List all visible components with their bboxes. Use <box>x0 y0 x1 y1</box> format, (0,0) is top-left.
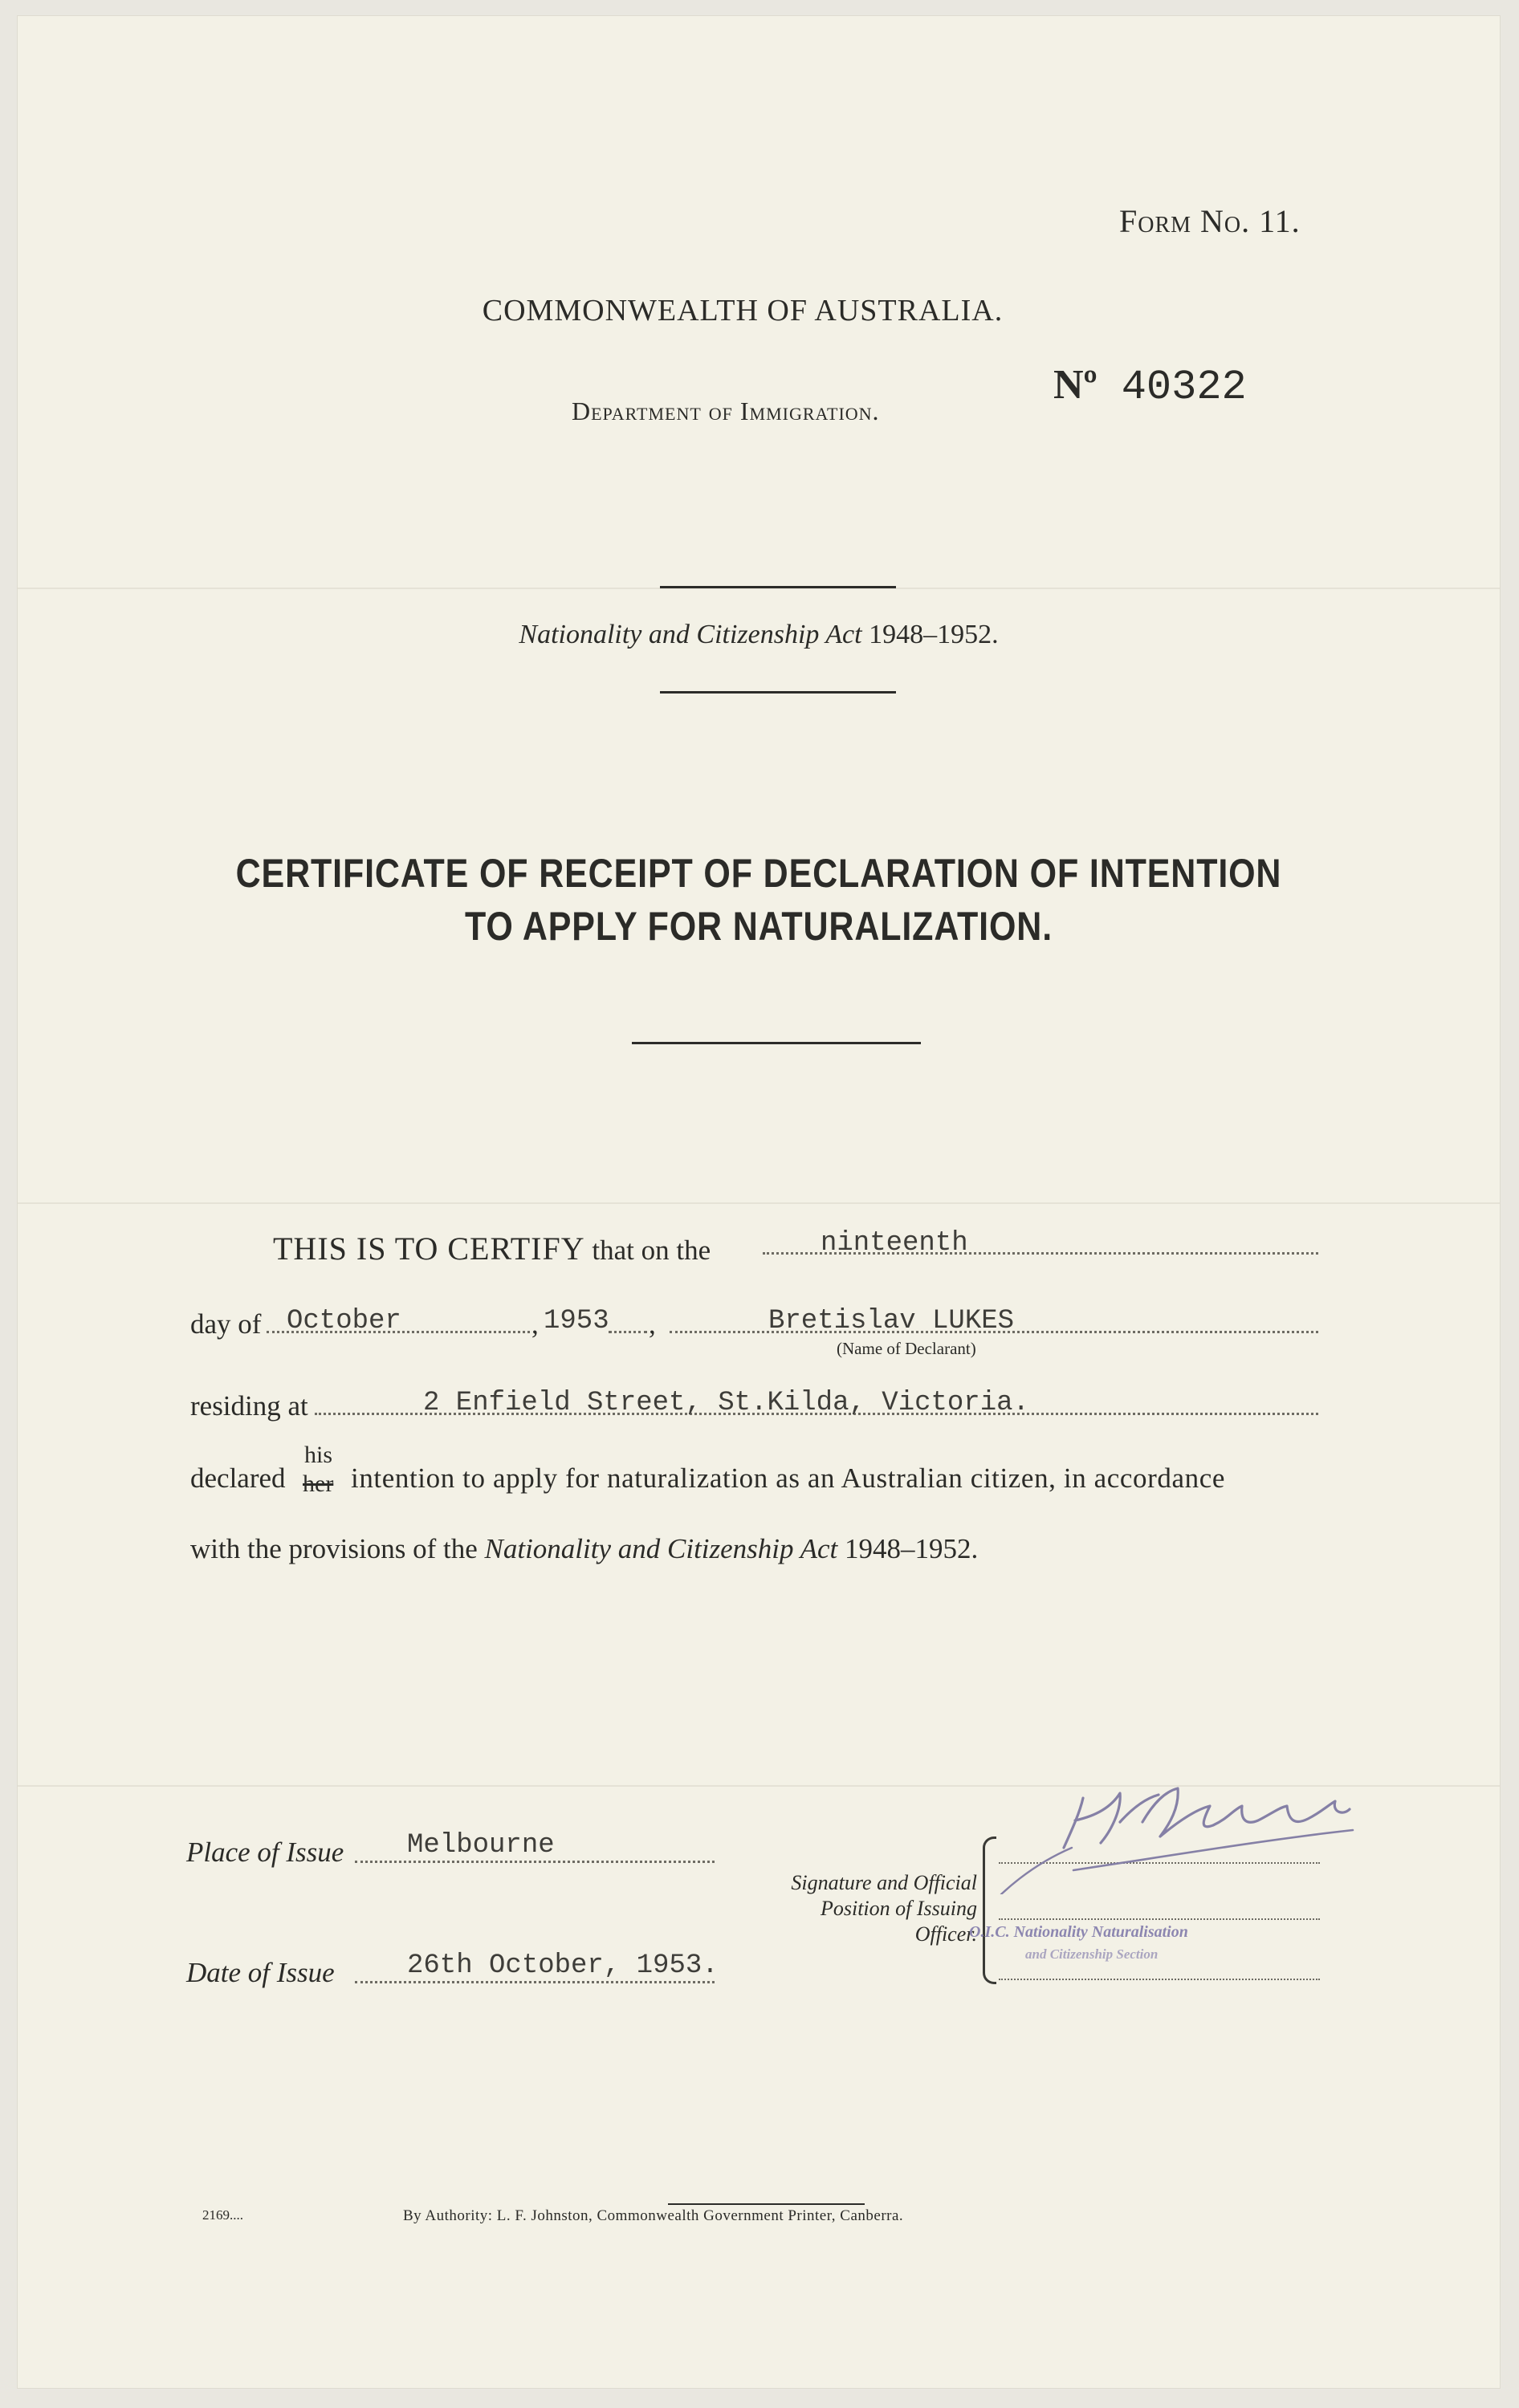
name-note: (Name of Declarant) <box>837 1339 976 1358</box>
footer-rule <box>668 2203 865 2205</box>
residing-label: residing at <box>190 1390 308 1422</box>
signature-label-line-2: Position of Issuing <box>820 1897 977 1920</box>
country-heading: COMMONWEALTH OF AUSTRALIA. <box>482 294 1004 327</box>
officer-line <box>999 1979 1320 1980</box>
pronoun-her-struck: her <box>303 1470 334 1497</box>
signature-label-line-3: Officer. <box>914 1922 977 1946</box>
year-value: 1953 <box>544 1306 609 1336</box>
divider <box>660 586 896 588</box>
provisions-line <box>190 1533 978 1565</box>
department-heading: Department of Immigration. <box>572 397 880 425</box>
declared-label: declared <box>190 1462 286 1494</box>
divider <box>632 1042 921 1044</box>
that-on-the: that on the <box>592 1235 711 1266</box>
certificate-page <box>18 16 1500 2388</box>
comma: , <box>649 1308 656 1340</box>
divider <box>660 691 896 694</box>
official-stamp-line-1: O.I.C. Nationality Naturalisation <box>969 1923 1188 1941</box>
handwritten-signature <box>969 1774 1387 1894</box>
provisions-years: 1948–1952. <box>845 1533 979 1564</box>
certify-line <box>273 1230 711 1267</box>
pronoun-his: his <box>304 1442 333 1468</box>
position-line <box>999 1918 1320 1920</box>
number-label: Nº <box>1053 362 1098 408</box>
place-value: Melbourne <box>407 1830 555 1861</box>
title-line-2: TO APPLY FOR NATURALIZATION. <box>464 904 1053 949</box>
declarant-name: Bretislav LUKES <box>768 1306 1015 1336</box>
month-value: October <box>287 1306 401 1336</box>
date-field-line <box>355 1981 715 1983</box>
provisions-act: Nationality and Citizenship Act <box>484 1533 838 1564</box>
provisions-text: with the provisions of the <box>190 1533 478 1564</box>
print-code: 2169.... <box>202 2207 243 2223</box>
place-field-line <box>355 1861 715 1863</box>
day-of-label: day of <box>190 1308 262 1340</box>
act-name: Nationality and Citizenship Act <box>519 620 862 649</box>
date-value: 26th October, 1953. <box>407 1950 719 1981</box>
address-value: 2 Enfield Street, St.Kilda, Victoria. <box>423 1388 1029 1418</box>
certificate-number <box>1053 361 1247 411</box>
act-reference <box>18 620 1500 650</box>
printer-authority: By Authority: L. F. Johnston, Commonwealth Government Printer, Canberra. <box>403 2207 904 2224</box>
place-of-issue-label: Place of Issue <box>186 1837 344 1868</box>
fold-line <box>18 1202 1500 1204</box>
date-of-issue-label: Date of Issue <box>186 1957 335 1988</box>
year-field-line <box>609 1331 647 1333</box>
certify-lead: THIS IS TO CERTIFY <box>273 1230 585 1267</box>
official-stamp-line-2: and Citizenship Section <box>1025 1946 1159 1962</box>
intention-text: intention to apply for naturalization as an Australian citizen, in accordance <box>351 1462 1226 1494</box>
form-number: Form No. 11. <box>1119 203 1301 239</box>
certificate-title <box>121 847 1396 953</box>
signature-label-line-1: Signature and Official <box>791 1871 977 1894</box>
title-line-1: CERTIFICATE OF RECEIPT OF DECLARATION OF INTENTION <box>235 851 1282 896</box>
number-value: 40322 <box>1121 364 1247 411</box>
day-value: ninteenth <box>821 1228 968 1259</box>
signature-label <box>748 1870 977 1947</box>
act-years: 1948–1952. <box>869 620 999 649</box>
comma: , <box>531 1308 539 1340</box>
